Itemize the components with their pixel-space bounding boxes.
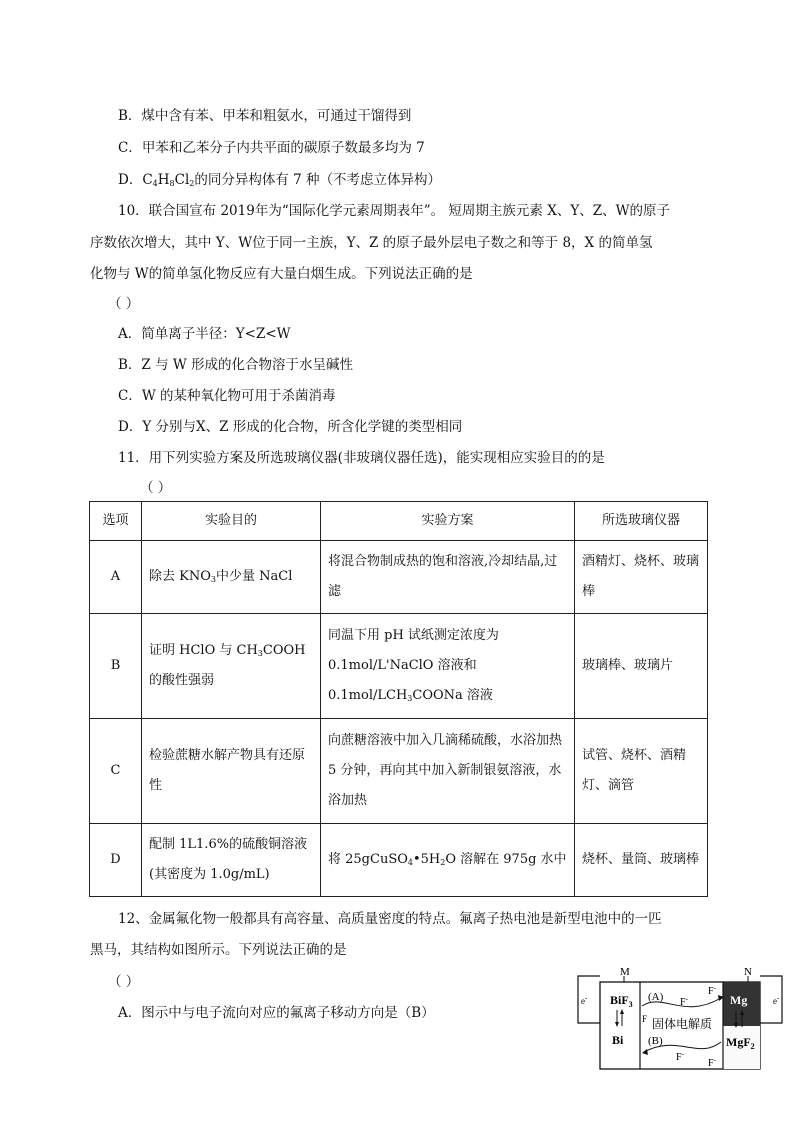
table-header-row — [90, 502, 708, 541]
row-c-purpose: 检验蔗糖水解产物具有还原性 — [142, 719, 321, 824]
q10-option-a: A．简单离子半径：Y<Z<W — [118, 326, 291, 342]
label-n: N — [744, 966, 752, 978]
q10-stem-line1: 10．联合国宣布 2019年为“国际化学元素周期表年”。 短周期主族元素 X、Y、Z、W的原子 — [118, 203, 670, 219]
path-a-label: (A) — [648, 991, 664, 1003]
row-a-glassware: 酒精灯、烧杯、玻璃棒 — [575, 541, 708, 614]
q12-stem-line1: 12、金属氟化物一般都具有高容量、高质量密度的特点。氟离子热电池是新型电池中的一匹 — [118, 911, 662, 927]
electrolyte-label: 固体电解质 — [652, 1017, 713, 1031]
row-b-purpose: 证明 HClO 与 $CH_3COOH$ 的酸性强弱 — [142, 614, 321, 719]
q9-option-d: D．$C_4H_8Cl_2$的同分异构体有 7 种（不考虑立体异构） — [118, 172, 442, 188]
f-ion-lower-2: F- — [708, 1056, 716, 1069]
q11-stem: 11．用下列实验方案及所选玻璃仪器(非玻璃仪器任选)，能实现相应实验目的的是 — [118, 450, 605, 466]
row-c-option: C — [90, 719, 142, 824]
path-b-label: (B) — [648, 1035, 663, 1047]
q9-option-b: B．煤中含有苯、甲苯和粗氨水，可通过干馏得到 — [118, 108, 412, 124]
q10-stem-line3: 化物与 W的简单氢化物反应有大量白烟生成。下列说法正确的是 — [90, 266, 473, 282]
row-b-plan: 同温下用 pH 试纸测定浓度为 0.1mol/L'NaClO 溶液和 $0.1mol/LCH_3COONa$ 溶液 — [321, 614, 575, 719]
row-d-purpose: 配制 1L1.6%的硫酸铜溶液 (其密度为 1.0g/mL) — [142, 824, 321, 897]
q12-stem-line2: 黑马，其结构如图所示。下列说法正确的是 — [90, 942, 347, 958]
q10-answer-paren: （ ） — [108, 296, 140, 312]
bif3-label: BiF$_3$ — [610, 993, 633, 1009]
q10-stem-line2: 序数依次增大，其中 Y、W位于同一主族，Y、Z 的原子最外层电子数之和等于 8，X 的简单氢 — [90, 235, 653, 251]
q9-option-c: C．甲苯和乙苯分子内共平面的碳原子数最多均为 7 — [118, 140, 425, 156]
row-b-option: B — [90, 614, 142, 719]
row-a-purpose: 除去 $KNO_3$中少量 NaCl — [142, 541, 321, 614]
q12-answer-paren: （ ） — [108, 974, 140, 990]
f-ion-lower-1: F- — [676, 1050, 684, 1063]
header-purpose: 实验目的 — [142, 502, 321, 541]
mgf2-label: MgF$_2$ — [726, 1035, 755, 1051]
header-plan: 实验方案 — [321, 502, 575, 541]
table-row-b — [90, 614, 708, 719]
row-b-glassware: 玻璃棒、玻璃片 — [575, 614, 708, 719]
q10-option-b: B．Z 与 W 形成的化合物溶于水呈碱性 — [118, 357, 354, 373]
table-row-a — [90, 541, 708, 614]
f-ion-upper-1: F- — [680, 995, 688, 1008]
header-glassware: 所选玻璃仪器 — [575, 502, 708, 541]
table-row-c — [90, 719, 708, 824]
q10-option-c: C．W 的某种氧化物可用于杀菌消毒 — [118, 388, 336, 404]
row-d-glassware: 烧杯、量筒、玻璃棒 — [575, 824, 708, 897]
q10-option-d: D．Y 分别与X、Z 形成的化合物，所含化学键的类型相同 — [118, 419, 463, 435]
label-m: M — [620, 966, 630, 978]
bi-label: Bi — [612, 1033, 624, 1047]
battery-diagram — [568, 962, 794, 1070]
table-row-d — [90, 824, 708, 897]
header-option: 选项 — [90, 502, 142, 541]
row-c-glassware: 试管、烧杯、酒精灯、滴管 — [575, 719, 708, 824]
q12-option-a: A．图示中与电子流向对应的氟离子移动方向是（B） — [118, 1005, 435, 1021]
e-label-right: e- — [773, 994, 780, 1006]
row-a-plan: 将混合物制成热的饱和溶液,冷却结晶,过滤 — [321, 541, 575, 614]
f-ion-upper-2: F- — [708, 984, 716, 997]
row-c-plan: 向蔗糖溶液中加入几滴稀硫酸，水浴加热 5 分钟，再向其中加入新制银氨溶液，水浴加热 — [321, 719, 575, 824]
row-d-option: D — [90, 824, 142, 897]
row-d-plan: 将 $25gCuSO_4•5H_2O$ 溶解在 975g 水中 — [321, 824, 575, 897]
q11-answer-paren: （ ） — [140, 480, 172, 496]
f-ion-left: F — [642, 1014, 648, 1024]
experiment-table — [89, 501, 708, 897]
e-label-left: e- — [581, 994, 588, 1006]
row-a-option: A — [90, 541, 142, 614]
mg-label: Mg — [730, 993, 748, 1007]
